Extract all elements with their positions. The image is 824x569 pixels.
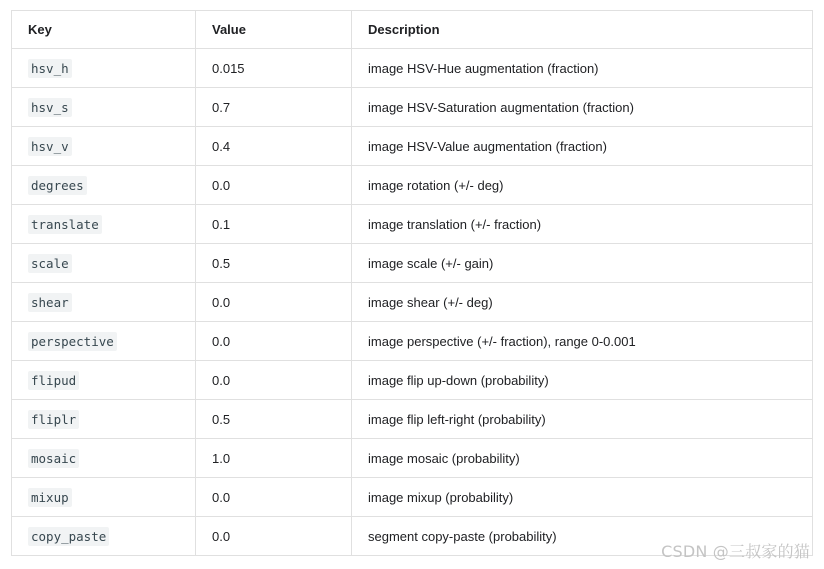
value-cell: 0.1 <box>196 205 352 244</box>
table-header <box>12 11 813 49</box>
key-cell <box>12 322 196 361</box>
table-body <box>12 49 813 556</box>
key-code: hsv_s <box>28 98 72 117</box>
parameter-table <box>11 10 813 556</box>
value-cell: 0.0 <box>196 478 352 517</box>
description-cell: image scale (+/- gain) <box>352 244 813 283</box>
key-cell <box>12 478 196 517</box>
description-cell: image perspective (+/- fraction), range 0-0.001 <box>352 322 813 361</box>
key-code: fliplr <box>28 410 79 429</box>
value-cell: 1.0 <box>196 439 352 478</box>
table-row <box>12 283 813 322</box>
table-row <box>12 361 813 400</box>
key-code: scale <box>28 254 72 273</box>
value-cell: 0.5 <box>196 400 352 439</box>
key-code: mixup <box>28 488 72 507</box>
table-row <box>12 127 813 166</box>
table-row <box>12 205 813 244</box>
description-cell: image shear (+/- deg) <box>352 283 813 322</box>
key-code: hsv_v <box>28 137 72 156</box>
value-cell: 0.0 <box>196 283 352 322</box>
description-cell: image HSV-Hue augmentation (fraction) <box>352 49 813 88</box>
key-cell <box>12 283 196 322</box>
table-row <box>12 244 813 283</box>
key-cell <box>12 244 196 283</box>
value-cell: 0.0 <box>196 361 352 400</box>
table-row <box>12 49 813 88</box>
key-code: copy_paste <box>28 527 109 546</box>
parameter-table-container <box>11 10 812 556</box>
key-cell <box>12 517 196 556</box>
table-row <box>12 400 813 439</box>
key-code: hsv_h <box>28 59 72 78</box>
key-code: translate <box>28 215 102 234</box>
key-cell <box>12 361 196 400</box>
value-cell: 0.015 <box>196 49 352 88</box>
description-cell: image translation (+/- fraction) <box>352 205 813 244</box>
value-cell: 0.0 <box>196 322 352 361</box>
table-row <box>12 166 813 205</box>
key-cell <box>12 88 196 127</box>
key-cell <box>12 439 196 478</box>
key-code: flipud <box>28 371 79 390</box>
description-cell: image HSV-Saturation augmentation (fraction) <box>352 88 813 127</box>
value-cell: 0.7 <box>196 88 352 127</box>
description-cell: image mosaic (probability) <box>352 439 813 478</box>
value-cell: 0.0 <box>196 517 352 556</box>
table-row <box>12 478 813 517</box>
description-cell: image HSV-Value augmentation (fraction) <box>352 127 813 166</box>
description-cell: image mixup (probability) <box>352 478 813 517</box>
description-cell: image rotation (+/- deg) <box>352 166 813 205</box>
header-value: Value <box>196 11 352 49</box>
table-row <box>12 322 813 361</box>
description-cell: image flip left-right (probability) <box>352 400 813 439</box>
value-cell: 0.4 <box>196 127 352 166</box>
key-cell <box>12 400 196 439</box>
key-cell <box>12 205 196 244</box>
value-cell: 0.5 <box>196 244 352 283</box>
key-cell <box>12 49 196 88</box>
description-cell: image flip up-down (probability) <box>352 361 813 400</box>
key-code: perspective <box>28 332 117 351</box>
key-code: mosaic <box>28 449 79 468</box>
header-key: Key <box>12 11 196 49</box>
table-row <box>12 439 813 478</box>
key-code: degrees <box>28 176 87 195</box>
key-cell <box>12 166 196 205</box>
table-row <box>12 88 813 127</box>
value-cell: 0.0 <box>196 166 352 205</box>
header-description: Description <box>352 11 813 49</box>
csdn-watermark: CSDN @三叔家的猫 <box>661 542 810 561</box>
description-cell: segment copy-paste (probability) <box>352 517 813 556</box>
header-row <box>12 11 813 49</box>
key-cell <box>12 127 196 166</box>
key-code: shear <box>28 293 72 312</box>
